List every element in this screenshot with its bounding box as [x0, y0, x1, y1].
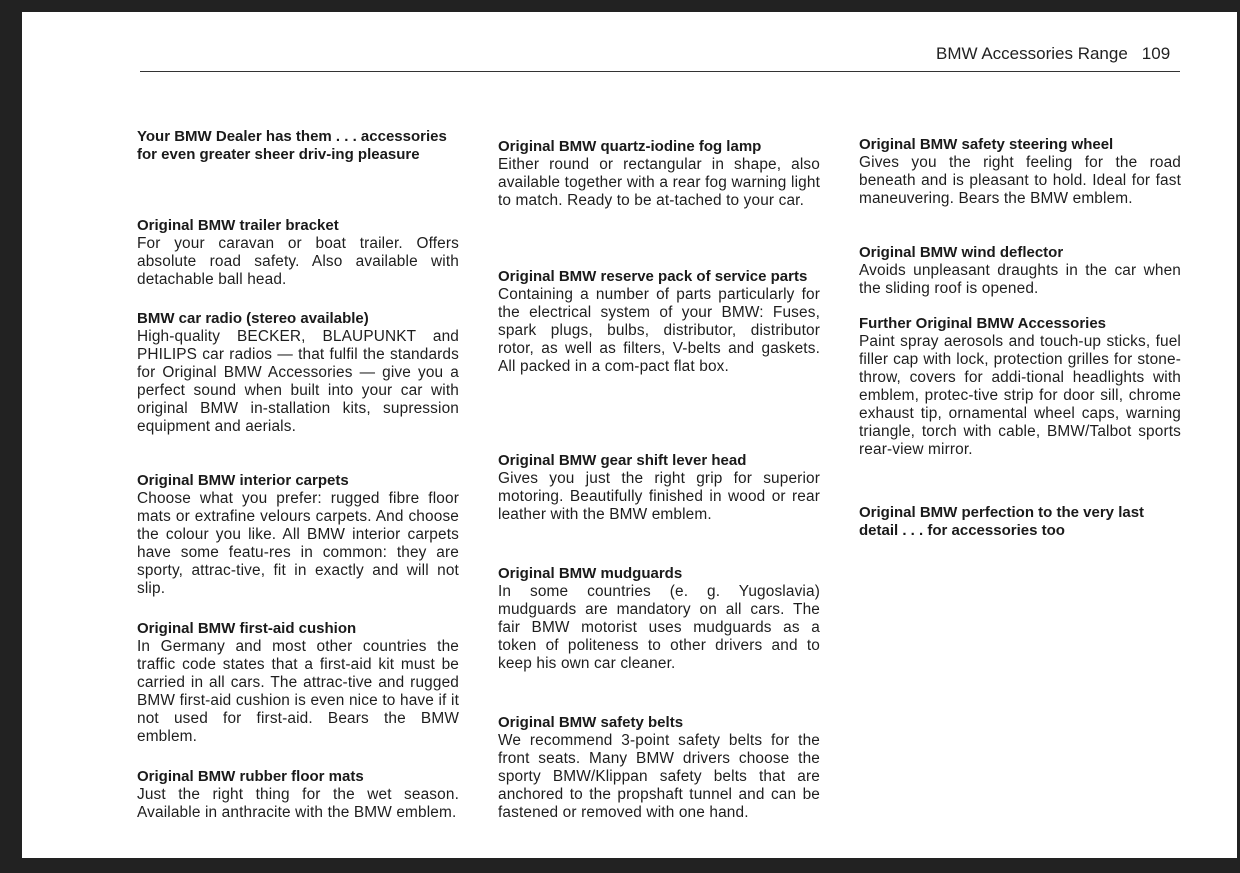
section-heading: Original BMW safety belts — [498, 714, 684, 731]
section-body: For your caravan or boat trailer. Offers absolute road safety. Also available with detachable ball head. — [137, 235, 459, 288]
section-body: In some countries (e. g. Yugoslavia) mudguards are mandatory on all cars. The fair BMW motorist uses mudguards as a token of politeness to other drivers and to keep his own car cleaner. — [498, 583, 820, 672]
intro-section — [137, 128, 459, 164]
running-header-title: BMW Accessories Range — [936, 44, 1128, 63]
section-mudguards — [498, 565, 820, 673]
section-body: High-quality BECKER, BLAUPUNKT and PHILIPS car radios — that fulfil the standards for Original BMW Accessories — give you a perfect sound when built into your car with original BMW in-stallation kits, supression equipment and aerials. — [137, 328, 459, 435]
section-heading: Further Original BMW Accessories — [859, 315, 1107, 332]
section-heading: Original BMW trailer bracket — [137, 217, 339, 234]
section-body: Gives you the right feeling for the road beneath and is pleasant to hold. Ideal for fast maneuvering. Bears the BMW emblem. — [859, 154, 1181, 207]
page-number: 109 — [1141, 44, 1171, 63]
section-heading: Original BMW mudguards — [498, 565, 683, 582]
section-heading: Original BMW reserve pack of service parts — [498, 268, 808, 285]
section-heading: Original BMW gear shift lever head — [498, 452, 747, 469]
section-body: We recommend 3-point safety belts for the front seats. Many BMW drivers choose the sporty BMW/Klippan safety belts that are anchored to the propshaft tunnel and can be fastened or removed with one hand. — [498, 732, 820, 821]
section-wind-deflector — [859, 244, 1181, 298]
section-first-aid-cushion — [137, 620, 459, 746]
section-gear-shift-lever-head — [498, 452, 820, 524]
intro-heading: Your BMW Dealer has them . . . accessories for even greater sheer driv-ing pleasure — [137, 128, 447, 163]
section-safety-belts — [498, 714, 820, 822]
section-fog-lamp — [498, 138, 820, 210]
section-body: Avoids unpleasant draughts in the car when the sliding roof is opened. — [859, 262, 1181, 297]
running-header — [936, 44, 1170, 64]
section-heading: Original BMW wind deflector — [859, 244, 1064, 261]
section-body: Gives you just the right grip for superior motoring. Beautifully finished in wood or rear leather with the BMW emblem. — [498, 470, 820, 523]
section-trailer-bracket — [137, 217, 459, 289]
section-heading: Original BMW interior carpets — [137, 472, 349, 489]
section-body: Containing a number of parts particularly for the electrical system of your BMW: Fuses, spark plugs, bulbs, distributor, distributor rotor, as well as filters, V-belts and gaskets. All packed in a com-pact flat box. — [498, 286, 820, 375]
section-reserve-pack — [498, 268, 820, 376]
section-heading: Original BMW safety steering wheel — [859, 136, 1114, 153]
section-heading: Original BMW quartz-iodine fog lamp — [498, 138, 762, 155]
closing-heading: Original BMW perfection to the very last detail . . . for accessories too — [859, 504, 1145, 539]
section-heading: Original BMW first-aid cushion — [137, 620, 357, 637]
closing-tagline — [859, 504, 1169, 540]
section-body: Either round or rectangular in shape, also available together with a rear fog warning light to match. Ready to be at-tached to your car. — [498, 156, 820, 209]
section-body: In Germany and most other countries the traffic code states that a first-aid kit must be carried in all cars. The attrac-tive and rugged BMW first-aid cushion is even nice to have if it not used for first-aid. Bears the BMW emblem. — [137, 638, 459, 745]
section-safety-steering-wheel — [859, 136, 1181, 208]
scanned-page — [22, 12, 1237, 858]
section-heading: Original BMW rubber floor mats — [137, 768, 364, 785]
section-further-accessories — [859, 315, 1181, 459]
section-rubber-floor-mats — [137, 768, 459, 822]
header-rule — [140, 71, 1180, 72]
section-body: Paint spray aerosols and touch-up sticks, fuel filler cap with lock, protection grilles for stone-throw, covers for addi-tional headlights with emblem, protec-tive strip for door sill, chrome exhaust tip, ornamental wheel caps, warning triangle, torch with cable, BMW/Talbot sports rear-view mirror. — [859, 333, 1181, 458]
section-car-radio — [137, 310, 459, 436]
section-heading: BMW car radio (stereo available) — [137, 310, 369, 327]
section-interior-carpets — [137, 472, 459, 598]
section-body: Choose what you prefer: rugged fibre floor mats or extrafine velours carpets. And choose the colour you like. All BMW interior carpets have some featu-res in common: they are sporty, attrac-tive, fit in exactly and will not slip. — [137, 490, 459, 597]
section-body: Just the right thing for the wet season. Available in anthracite with the BMW emblem. — [137, 786, 459, 821]
